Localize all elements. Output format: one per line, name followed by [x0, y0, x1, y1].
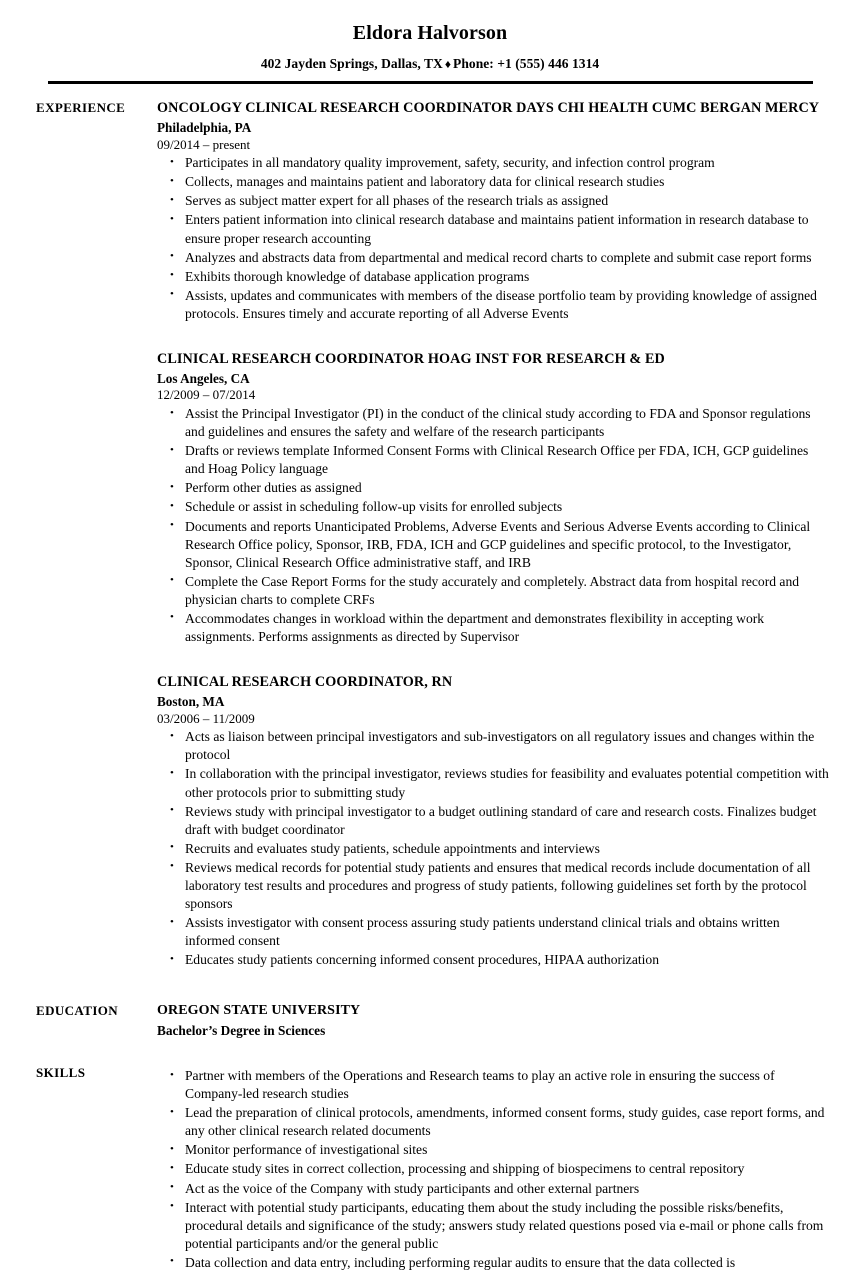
- list-item: • Drafts or reviews template Informed Consent Forms with Clinical Research Office per FDA, ICH, GCP guidelines and Hoag Policy language: [157, 442, 830, 478]
- job-dates: 09/2014 – present: [157, 136, 251, 152]
- education-degree: Bachelor’s Degree in Sciences: [157, 1023, 326, 1039]
- list-item: • Collects, manages and maintains patient and laboratory data for clinical research studies: [157, 173, 830, 191]
- list-item: • Serves as subject matter expert for all phases of the research trials as assigned: [157, 192, 830, 210]
- job-location: Los Angeles, CA: [157, 370, 250, 386]
- job-responsibility-list: [157, 154, 830, 323]
- list-item: • Perform other duties as assigned: [157, 479, 830, 497]
- list-item: • Recruits and evaluates study patients, schedule appointments and interviews: [157, 840, 830, 858]
- job-location: Philadelphia, PA: [157, 119, 252, 135]
- list-item: • Monitor performance of investigational sites: [157, 1141, 830, 1159]
- list-item: • Assists investigator with consent process assuring study patients understand clinical trials and obtains written informed consent: [157, 914, 830, 950]
- section-label-education: EDUCATION: [36, 1003, 119, 1019]
- experience-section: [0, 100, 860, 969]
- job-dates: 03/2006 – 11/2009: [157, 710, 255, 726]
- job-responsibility-list: [157, 728, 830, 969]
- experience-entry: [157, 351, 830, 646]
- list-item: • Partner with members of the Operations and Research teams to play an active role in ensuring the success of Company-led research studies: [157, 1067, 830, 1103]
- list-item: • Participates in all mandatory quality improvement, safety, security, and infection control program: [157, 154, 830, 172]
- list-item: • Analyzes and abstracts data from departmental and medical record charts to complete and submit case report forms: [157, 249, 830, 267]
- skills-label-column: [0, 1065, 157, 1081]
- list-item: • Enters patient information into clinical research database and maintains patient information in research database to ensure proper research accounting: [157, 211, 830, 247]
- list-item: • Interact with potential study participants, educating them about the study including the possible risks/benefits, procedural details and significance of the study; answers study related questions posed via e-mail or phone calls from potential participants and/or the general public: [157, 1199, 830, 1253]
- list-item: • In collaboration with the principal investigator, reviews studies for feasibility and evaluates potential competition with other protocols prior to submitting study: [157, 765, 830, 801]
- job-title: ONCOLOGY CLINICAL RESEARCH COORDINATOR DAYS CHI HEALTH CUMC BERGAN MERCY: [157, 100, 820, 116]
- experience-body: [157, 100, 860, 969]
- education-body: [157, 1003, 860, 1039]
- list-item: • Documents and reports Unanticipated Problems, Adverse Events and Serious Adverse Events according to Clinical Research Office policy, Sponsor, IRB, FDA, ICH and GCP guidelines and specific protocol, to the Investigator, Sponsor, Clinical Research Office administrative staff, and IRB: [157, 518, 830, 572]
- list-item: • Educates study patients concerning informed consent procedures, HIPAA authorization: [157, 951, 830, 969]
- job-location: Boston, MA: [157, 693, 225, 709]
- section-label-experience: EXPERIENCE: [36, 100, 126, 115]
- list-item: • Schedule or assist in scheduling follow-up visits for enrolled subjects: [157, 498, 830, 516]
- skills-list: [157, 1067, 830, 1272]
- job-responsibility-list: [157, 405, 830, 646]
- contact-line: [0, 56, 860, 72]
- education-section: [0, 1003, 860, 1039]
- list-item: • Educate study sites in correct collection, processing and shipping of biospecimens to central repository: [157, 1160, 830, 1178]
- list-item: • Reviews study with principal investigator to a budget outlining standard of care and research costs. Finalizes budget draft with budget coordinator: [157, 803, 830, 839]
- list-item: • Accommodates changes in workload within the department and demonstrates flexibility in accepting work assignments. Performs assignments as directed by Supervisor: [157, 610, 830, 646]
- job-title: CLINICAL RESEARCH COORDINATOR, RN: [157, 674, 453, 691]
- skills-section: [0, 1065, 860, 1272]
- education-school: OREGON STATE UNIVERSITY: [157, 1003, 361, 1019]
- list-item: • Complete the Case Report Forms for the study accurately and completely. Abstract data from hospital record and physician charts to complete CRFs: [157, 573, 830, 609]
- list-item: • Reviews medical records for potential study patients and ensures that medical records include documentation of all laboratory test results and procedures and progress of study patients, following guidelines set forth by the protocol sponsors: [157, 859, 830, 913]
- list-item: • Act as the voice of the Company with study participants and other external partners: [157, 1180, 830, 1198]
- candidate-phone: Phone: +1 (555) 446 1314: [453, 56, 600, 71]
- list-item: • Exhibits thorough knowledge of database application programs: [157, 268, 830, 286]
- section-label-skills: SKILLS: [36, 1065, 86, 1081]
- list-item: • Assists, updates and communicates with members of the disease portfolio team by providing knowledge of assigned protocols. Ensures timely and accurate reporting of all Adverse Events: [157, 287, 830, 323]
- education-label-column: [0, 1003, 157, 1019]
- job-dates: 12/2009 – 07/2014: [157, 387, 256, 403]
- resume-header: [0, 0, 860, 84]
- experience-entry: [157, 100, 830, 323]
- list-item: • Acts as liaison between principal investigators and sub-investigators on all regulatory issues and changes within the protocol: [157, 728, 830, 764]
- candidate-address: 402 Jayden Springs, Dallas, TX: [260, 56, 443, 71]
- job-title: CLINICAL RESEARCH COORDINATOR HOAG INST FOR RESEARCH & ED: [157, 350, 665, 367]
- list-item: • Assist the Principal Investigator (PI) in the conduct of the clinical study according to FDA and Sponsor regulations and guidelines and ensures the safety and welfare of the research participants: [157, 405, 830, 441]
- list-item: • Lead the preparation of clinical protocols, amendments, informed consent forms, study guides, case report forms, and any other clinical research related documents: [157, 1104, 830, 1140]
- list-item: • Data collection and data entry, including performing regular audits to ensure that the data collected is: [157, 1254, 830, 1272]
- candidate-name: Eldora Halvorson: [352, 22, 508, 44]
- diamond-separator-icon: ♦: [444, 57, 452, 71]
- header-divider: [48, 81, 813, 84]
- experience-label-column: [0, 100, 157, 116]
- experience-entry: [157, 674, 830, 969]
- skills-body: [157, 1065, 860, 1272]
